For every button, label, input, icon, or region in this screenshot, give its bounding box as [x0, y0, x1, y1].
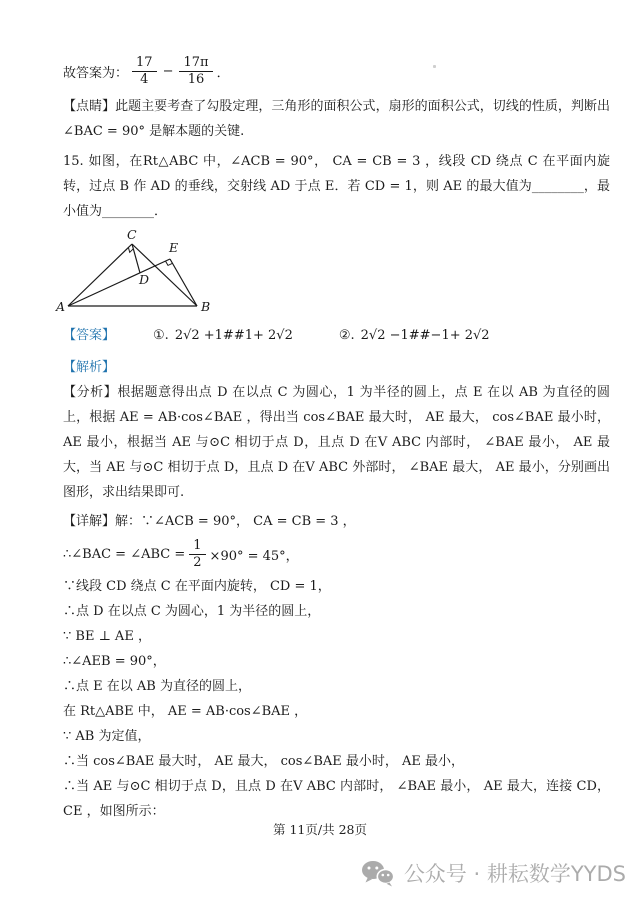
- detail-statement: ∴点 E 在以 AB 为直径的圆上，: [63, 679, 251, 694]
- answer-value-2: 2√2 −1##−1+ 2√2: [360, 328, 490, 343]
- conclusion-prefix: 故答案为：: [63, 65, 129, 81]
- minus-operator: −: [162, 63, 174, 79]
- answer-marker-2: ②.: [338, 328, 355, 343]
- label-A: A: [56, 299, 66, 314]
- detail-statement: 在 Rt△ABE 中， AE = AB·cos∠BAE ，: [63, 704, 308, 719]
- detail-line-1: [63, 510, 610, 534]
- wechat-icon: [361, 859, 395, 888]
- question-number: 15.: [63, 154, 84, 169]
- fraction-numerator: 17π: [179, 55, 212, 72]
- answer-line: [63, 324, 610, 346]
- detail-fracline-prefix: ∴∠BAC = ∠ABC =: [63, 546, 186, 562]
- geometry-figure: [56, 226, 610, 320]
- label-E: E: [169, 240, 179, 255]
- detail-fraction-line: [63, 534, 610, 574]
- answer-item-1: [153, 328, 293, 343]
- segment-BE: [170, 259, 197, 306]
- detail-statement: ∴当 AE 与⊙C 相切于点 D，且点 D 在V ABC 内部时， ∠BAE 最小， AE 最大，连接 CD， CE ，如图所示：: [63, 779, 610, 819]
- analysis-section-line: [63, 355, 610, 375]
- detail-statement: ∴∠AEB = 90°，: [63, 654, 166, 669]
- detail-block: [63, 510, 610, 824]
- conclusion-line: [63, 52, 610, 90]
- question-paragraph: [63, 149, 610, 224]
- fraction-denominator: 2: [193, 554, 202, 570]
- label-C: C: [127, 227, 137, 242]
- fraction-17pi-16: [179, 55, 212, 87]
- detail-statement: ∴点 D 在以点 C 为圆心，1 为半径的圆上，: [63, 604, 321, 619]
- detail-statement: ∴当 cos∠BAE 最大时， AE 最大， cos∠BAE 最小时， AE 最小，: [63, 754, 465, 769]
- analysis-text: 根据题意得出点 D 在以点 C 为圆心，1 为半径的圆上，点 E 在以 AB 为直径的圆上，根据 AE = AB·cos∠BAE ，得出当 cos∠BAE 最大时， AE 最大， cos∠BAE 最小时， AE 最小，根据当 AE 与⊙C 相切于点 D，且点 D 在V ABC 内部时， ∠BAE 最小， AE 最大，当 AE 与⊙C 相切于点 D，且点 D 在V ABC 外部时， ∠BAE 最大， AE 最小，分别画出图形，求出结果即可.: [63, 385, 610, 500]
- label-D: D: [139, 272, 150, 287]
- detail-statement: ∵ BE ⊥ AE ，: [63, 629, 151, 644]
- question-text: 如图，在Rt△ABC 中，∠ACB = 90°， CA = CB = 3 ，线段 CD 绕点 C 在平面内旋转，过点 B 作 AD 的垂线，交射线 AD 于点 E．若 CD = 1，则 AE 的最大值为________，最小值为________．: [63, 154, 610, 219]
- label-B: B: [201, 299, 211, 314]
- detail-line1-text: 解：∵∠ACB = 90°， CA = CB = 3 ，: [115, 514, 356, 529]
- detail-fracline-suffix: ×90° = 45°，: [209, 548, 299, 564]
- triangle-diagram: [50, 226, 265, 320]
- analysis-paragraph: [63, 380, 610, 505]
- detail-statement: ∵ AB 为定值，: [63, 729, 151, 744]
- page-footer: [0, 820, 640, 838]
- ray-AE: [68, 259, 170, 306]
- answer-item-2: [339, 328, 490, 343]
- analysis-label: 【分析】: [63, 385, 118, 400]
- document-content: [56, 52, 610, 824]
- fraction-17-4: [132, 55, 157, 87]
- remark-label: 【点睛】: [63, 99, 116, 114]
- detail-statements: [63, 574, 610, 824]
- detail-label: 【详解】: [63, 514, 116, 529]
- edge-AC: [68, 244, 132, 306]
- fraction-denominator: 16: [187, 71, 205, 87]
- remark-text: 此题主要考查了勾股定理，三角形的面积公式，扇形的面积公式，切线的性质，判断出∠BAC = 90° 是解本题的关键.: [63, 99, 610, 139]
- page-indicator: 第 11页/共 28页: [273, 822, 367, 837]
- fraction-numerator: 17: [132, 55, 157, 72]
- detail-statement: ∵线段 CD 绕点 C 在平面内旋转， CD = 1，: [63, 579, 331, 594]
- answer-value-1: 2√2 +1##1+ 2√2: [174, 328, 293, 343]
- period: ．: [216, 65, 230, 81]
- fraction-denominator: 4: [140, 71, 149, 87]
- watermark-text: 公众号 · 耕耘数学YYDS: [403, 862, 626, 886]
- remark-paragraph: [63, 94, 610, 144]
- analysis-section-label: 【解析】: [63, 359, 116, 375]
- fraction-1-2: [189, 538, 205, 570]
- watermark: [361, 858, 626, 888]
- answer-label: 【答案】: [63, 328, 116, 343]
- answer-marker-1: ①.: [153, 328, 169, 343]
- fraction-numerator: 1: [189, 538, 205, 555]
